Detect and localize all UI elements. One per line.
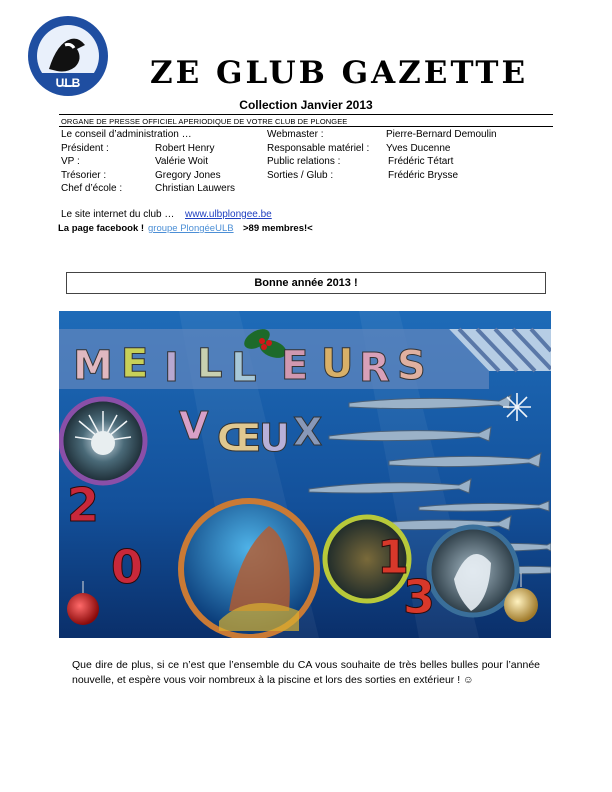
year-digit-0: 0 <box>111 540 144 594</box>
organe-line: ORGANE DE PRESSE OFFICIEL APERIODIQUE DE VOTRE CLUB DE PLONGEE <box>61 117 348 126</box>
staff-name-tresorier: Gregory Jones <box>155 170 221 181</box>
facebook-group-link[interactable]: groupe PlongéeULB <box>148 223 234 234</box>
voeux-letter-2: Œ <box>217 416 262 460</box>
staff-role-president: Président : <box>61 143 109 154</box>
staff-role-webmaster: Webmaster : <box>267 129 324 140</box>
header-rule-bottom <box>59 126 553 127</box>
staff-name-materiel: Yves Ducenne <box>386 143 451 154</box>
header-rule-top <box>59 114 553 115</box>
logo-bottom-text: ULB <box>55 76 81 90</box>
facebook-members: >89 membres!< <box>243 223 313 234</box>
staff-role-vp: VP : <box>61 156 80 167</box>
staff-role-tresorier: Trésorier : <box>61 170 107 181</box>
staff-name-webmaster: Pierre-Bernard Demoulin <box>386 129 497 140</box>
club-logo <box>27 15 109 97</box>
voeux-letter-1: V <box>179 404 209 448</box>
year-digit-2: 2 <box>67 478 100 532</box>
headline-letter-2: E <box>121 341 149 387</box>
headline-letter-7: U <box>321 341 354 387</box>
staff-name-vp: Valérie Woit <box>155 156 208 167</box>
staff-name-chef-ecole: Christian Lauwers <box>155 183 236 194</box>
year-digit-3: 3 <box>403 570 436 624</box>
staff-name-sorties: Frédéric Brysse <box>388 170 459 181</box>
closing-paragraph: Que dire de plus, si ce n’est que l’ensemble du CA vous souhaite de très belles bulles pour l’année nouvelle, et espère vous voir nombreux à la piscine et lors des sorties en extérieur ! ☺ <box>72 659 540 686</box>
headline-letter-8: R <box>359 345 390 391</box>
headline-letter-6: E <box>281 343 309 389</box>
voeux-letter-4: X <box>293 410 323 454</box>
gazette-title: ZE GLUB GAZETTE <box>150 55 529 91</box>
facebook-label: La page facebook ! <box>58 223 145 234</box>
staff-role-chef-ecole: Chef d’école : <box>61 183 123 194</box>
headline-letter-3: I <box>164 345 179 391</box>
greeting-image <box>59 311 551 638</box>
staff-role-materiel: Responsable matériel : <box>267 143 370 154</box>
staff-role-sorties: Sorties / Glub : <box>267 170 334 181</box>
headline-letter-5: L <box>231 345 257 391</box>
staff-name-president: Robert Henry <box>155 143 215 154</box>
voeux-letter-3: U <box>259 416 290 460</box>
year-digit-1: 1 <box>377 530 410 584</box>
staff-role-pr: Public relations : <box>267 156 341 167</box>
collection-subtitle: Collection Janvier 2013 <box>239 98 373 112</box>
website-label: Le site internet du club … <box>61 209 175 220</box>
website-link[interactable]: www.ulbplongee.be <box>185 209 272 220</box>
headline-letter-4: L <box>197 341 223 387</box>
staff-name-pr: Frédéric Tétart <box>388 156 454 167</box>
new-year-banner: Bonne année 2013 ! <box>66 272 546 294</box>
headline-letter-1: M <box>73 343 113 389</box>
staff-role-ca: Le conseil d’administration … <box>61 129 192 140</box>
headline-letter-9: S <box>397 343 426 389</box>
